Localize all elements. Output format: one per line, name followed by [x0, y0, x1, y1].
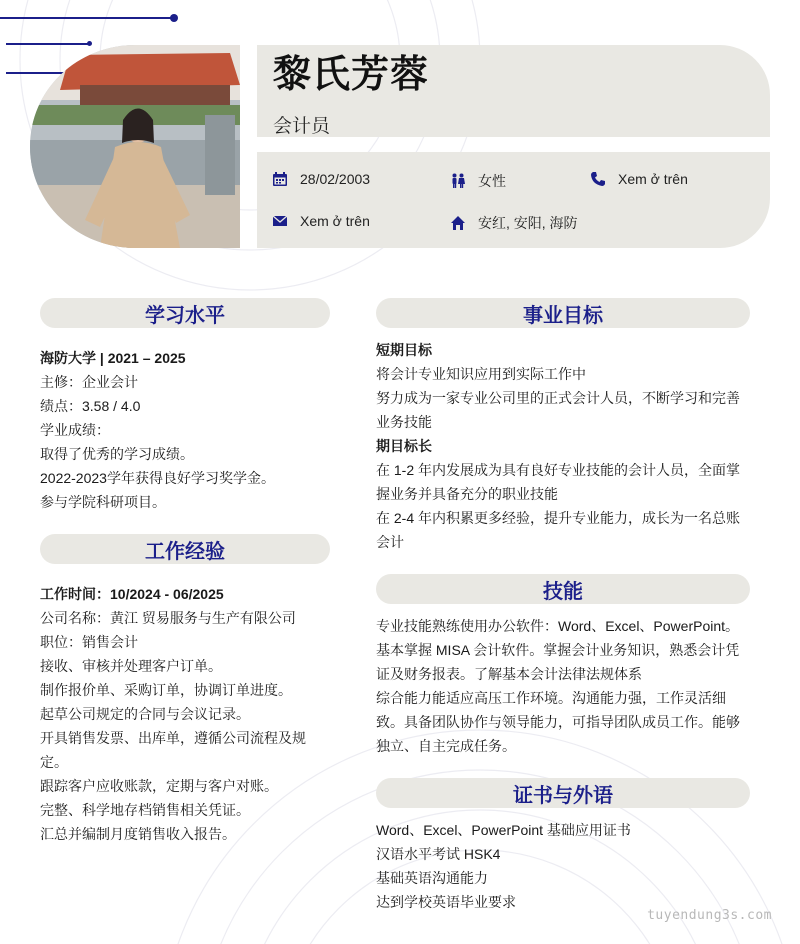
education-heading: 学习水平: [40, 298, 330, 328]
decor-dot-1: [170, 14, 178, 22]
education-line: 绩点：3.58 / 4.0: [40, 398, 141, 414]
goals-content: [376, 338, 766, 554]
experience-line: 职位：销售会计: [40, 634, 138, 650]
job-title: 会计员: [273, 116, 331, 137]
short-term-label: 短期目标: [376, 342, 432, 358]
experience-line: 跟踪客户应收账款，定期与客户对账。: [40, 778, 278, 794]
contact-info-panel: [257, 152, 770, 248]
goal-line: 会计: [376, 534, 404, 550]
info-email: [272, 213, 370, 229]
skill-line: 证及财务报表。了解基本会计法律法规体系: [376, 666, 642, 682]
goal-line: 业务技能: [376, 414, 432, 430]
home-icon: [450, 215, 466, 231]
people-icon: [450, 173, 466, 189]
skills-heading: 技能: [376, 574, 750, 604]
birthday-value: 28/02/2003: [300, 171, 371, 187]
skill-line: 基本掌握 MISA 会计软件。掌握会计业务知识，熟悉会计凭: [376, 642, 740, 658]
phone-icon: [590, 171, 606, 187]
decor-line-1: [0, 17, 172, 19]
skill-line: 综合能力能适应高压工作环境。沟通能力强，工作灵活细: [376, 690, 726, 706]
experience-line: 接收、审核并处理客户订单。: [40, 658, 222, 674]
experience-content: [40, 582, 340, 846]
address-value: 安红, 安阳, 海防: [478, 215, 578, 231]
envelope-icon: [272, 213, 288, 229]
experience-line: 定。: [40, 754, 68, 770]
long-term-label: 期目标长: [376, 438, 432, 454]
goal-line: 在 1-2 年内发展成为具有良好专业技能的会计人员，全面掌: [376, 462, 741, 478]
skill-line: 独立、自主完成任务。: [376, 738, 516, 754]
certificates-content: [376, 818, 766, 914]
decor-line-2: [6, 43, 90, 45]
decor-dot-2: [87, 41, 92, 46]
experience-line: 制作报价单、采购订单，协调订单进度。: [40, 682, 292, 698]
gender-value: 女性: [478, 173, 506, 189]
certificate-line: Word、Excel、PowerPoint 基础应用证书: [376, 822, 631, 838]
goals-heading: 事业目标: [376, 298, 750, 328]
certificate-line: 基础英语沟通能力: [376, 870, 488, 886]
education-content: [40, 346, 340, 514]
certificate-line: 汉语水平考试 HSK4: [376, 846, 501, 862]
calendar-icon: [272, 171, 288, 187]
work-period-line: 工作时间：10/2024 - 06/2025: [40, 586, 224, 602]
goal-line: 努力成为一家专业公司里的正式会计人员，不断学习和完善: [376, 390, 740, 406]
experience-heading: 工作经验: [40, 534, 330, 564]
profile-photo: [30, 45, 240, 248]
experience-line: 完整、科学地存档销售相关凭证。: [40, 802, 250, 818]
goal-line: 将会计专业知识应用到实际工作中: [376, 366, 586, 382]
info-address: [450, 213, 578, 233]
skill-line: 专业技能熟练使用办公软件：Word、Excel、PowerPoint。: [376, 618, 740, 634]
info-phone: [590, 171, 688, 187]
goal-line: 在 2-4 年内积累更多经验，提升专业能力，成长为一名总账: [376, 510, 741, 526]
phone-value: Xem ở trên: [618, 171, 688, 187]
experience-line: 开具销售发票、出库单，遵循公司流程及规: [40, 730, 306, 746]
certificates-heading: 证书与外语: [376, 778, 750, 808]
skills-content: [376, 614, 766, 758]
skill-line: 致。具备团队协作与领导能力，可指导团队成员工作。能够: [376, 714, 740, 730]
education-line: 参与学院科研项目。: [40, 494, 166, 510]
experience-line: 汇总并编制月度销售收入报告。: [40, 826, 236, 842]
education-line: 2022-2023学年获得良好学习奖学金。: [40, 470, 275, 486]
experience-line: 起草公司规定的合同与会议记录。: [40, 706, 250, 722]
experience-line: 公司名称：黄江 贸易服务与生产有限公司: [40, 610, 296, 626]
info-gender: [450, 171, 506, 191]
info-birthday: [272, 171, 370, 187]
watermark: tuyendung3s.com: [647, 908, 772, 923]
education-line: 主修：企业会计: [40, 374, 138, 390]
email-value: Xem ở trên: [300, 213, 370, 229]
decor-line-3: [6, 72, 66, 74]
education-line: 取得了优秀的学习成绩。: [40, 446, 194, 462]
name-panel: [257, 45, 770, 137]
education-line: 学业成绩：: [40, 422, 110, 438]
person-name: 黎氏芳蓉: [273, 54, 430, 96]
certificate-line: 达到学校英语毕业要求: [376, 894, 516, 910]
goal-line: 握业务并具备充分的职业技能: [376, 486, 558, 502]
school-line: 海防大学 | 2021 – 2025: [40, 350, 186, 366]
